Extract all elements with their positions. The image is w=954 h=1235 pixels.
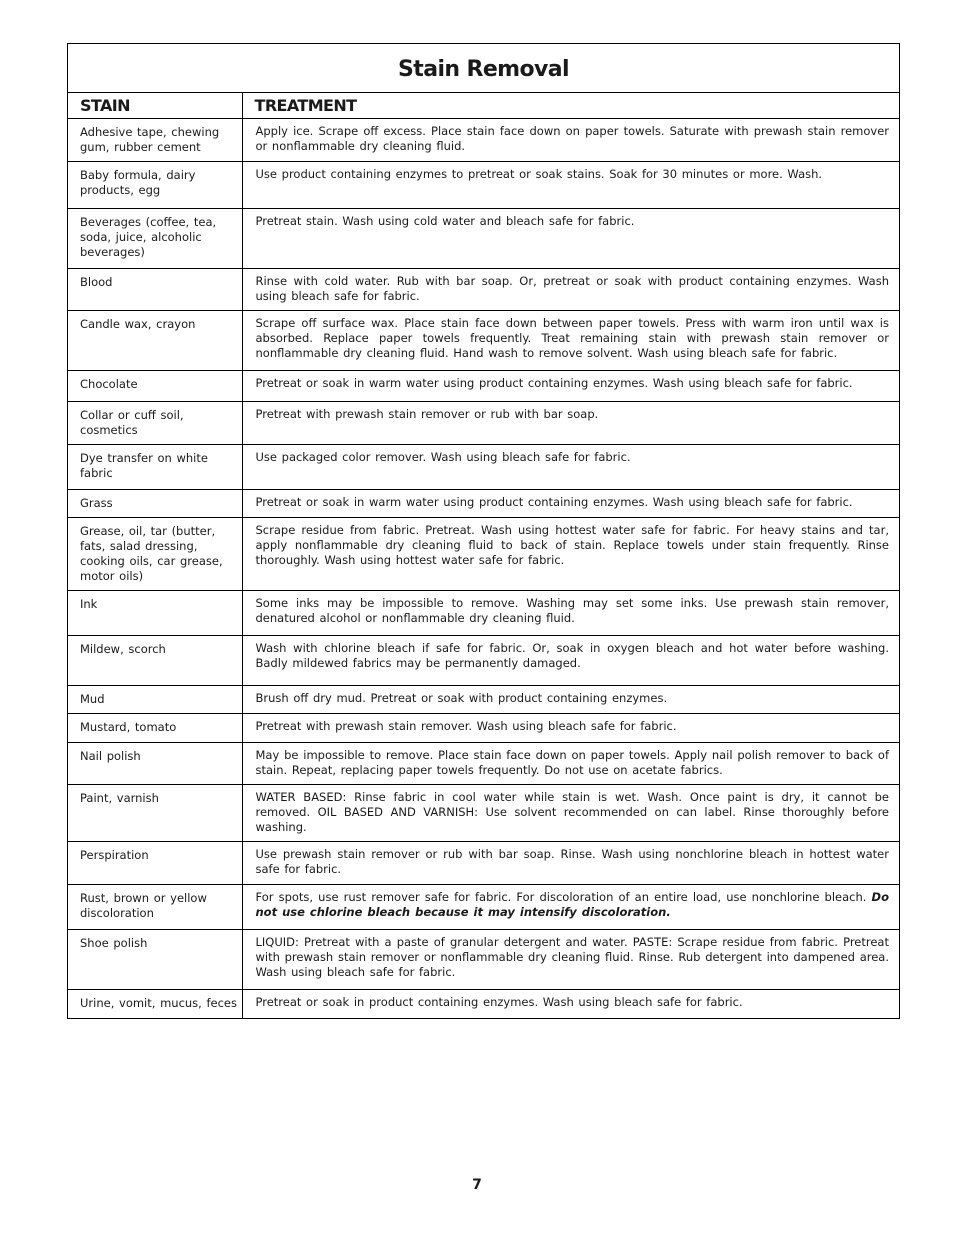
stain-cell: Mildew, scorch bbox=[68, 636, 242, 686]
stain-cell: Nail polish bbox=[68, 743, 242, 785]
table-row bbox=[68, 490, 899, 518]
stain-cell: Baby formula, dairy products, egg bbox=[68, 162, 242, 209]
table-row bbox=[68, 930, 899, 990]
table-row bbox=[68, 990, 899, 1018]
table-row bbox=[68, 162, 899, 209]
stain-table bbox=[68, 93, 899, 1018]
table-row bbox=[68, 311, 899, 371]
treatment-cell bbox=[242, 885, 899, 930]
table-row bbox=[68, 371, 899, 402]
treatment-column-header: TREATMENT bbox=[242, 93, 899, 119]
treatment-cell: Use packaged color remover. Wash using bleach safe for fabric. bbox=[242, 445, 899, 490]
treatment-cell: Apply ice. Scrape off excess. Place stain face down on paper towels. Saturate with prewash stain remover or nonflammable dry cleaning fluid. bbox=[255, 124, 889, 153]
stain-cell: Mustard, tomato bbox=[68, 714, 242, 743]
stain-cell: Urine, vomit, mucus, feces bbox=[68, 990, 242, 1018]
treatment-cell: Use product containing enzymes to pretreat or soak stains. Soak for 30 minutes or more. Wash. bbox=[242, 162, 899, 209]
table-row bbox=[68, 785, 899, 842]
treatment-cell: Pretreat with prewash stain remover or rub with bar soap. bbox=[242, 402, 899, 445]
table-row bbox=[68, 714, 899, 743]
stain-cell: Blood bbox=[68, 269, 242, 311]
table-row bbox=[68, 119, 899, 162]
table-row bbox=[68, 445, 899, 490]
treatment-warning: Do not use chlorine bleach because it may intensify discoloration. bbox=[255, 890, 889, 919]
treatment-cell: Use prewash stain remover or rub with bar soap. Rinse. Wash using nonchlorine bleach in hottest water safe for fabric. bbox=[242, 842, 899, 885]
title-bar bbox=[68, 44, 899, 93]
stain-column-header: STAIN bbox=[68, 93, 242, 119]
treatment-cell: Pretreat stain. Wash using cold water and bleach safe for fabric. bbox=[242, 209, 899, 269]
table-row bbox=[68, 518, 899, 591]
treatment-cell: Pretreat or soak in warm water using product containing enzymes. Wash using bleach safe for fabric. bbox=[242, 371, 899, 402]
table-row bbox=[68, 636, 899, 686]
stain-cell: Paint, varnish bbox=[68, 785, 242, 842]
stain-cell: Grease, oil, tar (butter, fats, salad dressing, cooking oils, car grease, motor oils) bbox=[68, 518, 242, 591]
treatment-cell: Brush off dry mud. Pretreat or soak with product containing enzymes. bbox=[242, 686, 899, 714]
stain-removal-table-frame bbox=[67, 43, 900, 1019]
table-row bbox=[68, 842, 899, 885]
treatment-cell: Pretreat with prewash stain remover. Wash using bleach safe for fabric. bbox=[242, 714, 899, 743]
treatment-text: For spots, use rust remover safe for fabric. For discoloration of an entire load, use nonchlorine bleach. bbox=[255, 890, 867, 904]
stain-cell: Ink bbox=[68, 591, 242, 636]
page-number: 7 bbox=[472, 1177, 482, 1193]
table-row bbox=[68, 209, 899, 269]
stain-cell: Candle wax, crayon bbox=[68, 311, 242, 371]
page-title: Stain Removal bbox=[398, 56, 569, 82]
treatment-cell: Wash with chlorine bleach if safe for fabric. Or, soak in oxygen bleach and hot water before washing. Badly mildewed fabrics may be permanently damaged. bbox=[242, 636, 899, 686]
treatment-cell: Pretreat or soak in warm water using product containing enzymes. Wash using bleach safe for fabric. bbox=[242, 490, 899, 518]
stain-cell: Adhesive tape, chewing gum, rubber cement bbox=[68, 119, 242, 162]
treatment-cell: Some inks may be impossible to remove. Washing may set some inks. Use prewash stain remover, denatured alcohol or nonflammable dry cleaning fluid. bbox=[242, 591, 899, 636]
stain-cell: Beverages (coffee, tea, soda, juice, alcoholic beverages) bbox=[68, 209, 242, 269]
stain-cell: Perspiration bbox=[68, 842, 242, 885]
stain-rows bbox=[68, 119, 899, 1018]
stain-cell: Chocolate bbox=[68, 371, 242, 402]
treatment-cell: Rinse with cold water. Rub with bar soap. Or, pretreat or soak with product containing enzymes. Wash using bleach safe for fabric. bbox=[242, 269, 899, 311]
header-row bbox=[68, 93, 899, 119]
treatment-cell: LIQUID: Pretreat with a paste of granular detergent and water. PASTE: Scrape residue from fabric. Pretreat with prewash stain remover or nonflammable dry cleaning fluid. Rinse. Rub detergent into dampened area. Wash using bleach safe for fabric. bbox=[242, 930, 899, 990]
table-row bbox=[68, 743, 899, 785]
table-row bbox=[68, 269, 899, 311]
table-row bbox=[68, 686, 899, 714]
treatment-cell: Scrape residue from fabric. Pretreat. Wash using hottest water safe for fabric. For heavy stains and tar, apply nonflammable dry cleaning fluid to back of stain. Replace towels under stain frequently. Rinse thoroughly. Wash using hottest water safe for fabric. bbox=[242, 518, 899, 591]
treatment-cell: WATER BASED: Rinse fabric in cool water while stain is wet. Wash. Once paint is dry, it cannot be removed. OIL BASED AND VARNISH: Use solvent recommended on can label. Rinse thoroughly before washing. bbox=[242, 785, 899, 842]
stain-cell: Grass bbox=[68, 490, 242, 518]
stain-cell: Collar or cuff soil, cosmetics bbox=[68, 402, 242, 445]
stain-cell: Shoe polish bbox=[68, 930, 242, 990]
table-row bbox=[68, 591, 899, 636]
stain-cell: Mud bbox=[68, 686, 242, 714]
treatment-cell: Pretreat or soak in product containing enzymes. Wash using bleach safe for fabric. bbox=[242, 990, 899, 1018]
table-row bbox=[68, 885, 899, 930]
stain-cell: Rust, brown or yellow discoloration bbox=[68, 885, 242, 930]
treatment-cell: Scrape off surface wax. Place stain face down between paper towels. Press with warm iron until wax is absorbed. Replace paper towels frequently. Treat remaining stain with prewash stain remover or nonflammable dry cleaning fluid. Hand wash to remove solvent. Wash using bleach safe for fabric. bbox=[242, 311, 899, 371]
stain-cell: Dye transfer on white fabric bbox=[68, 445, 242, 490]
table-row bbox=[68, 402, 899, 445]
treatment-cell: May be impossible to remove. Place stain face down on paper towels. Apply nail polish remover to back of stain. Repeat, replacing paper towels frequently. Do not use on acetate fabrics. bbox=[242, 743, 899, 785]
